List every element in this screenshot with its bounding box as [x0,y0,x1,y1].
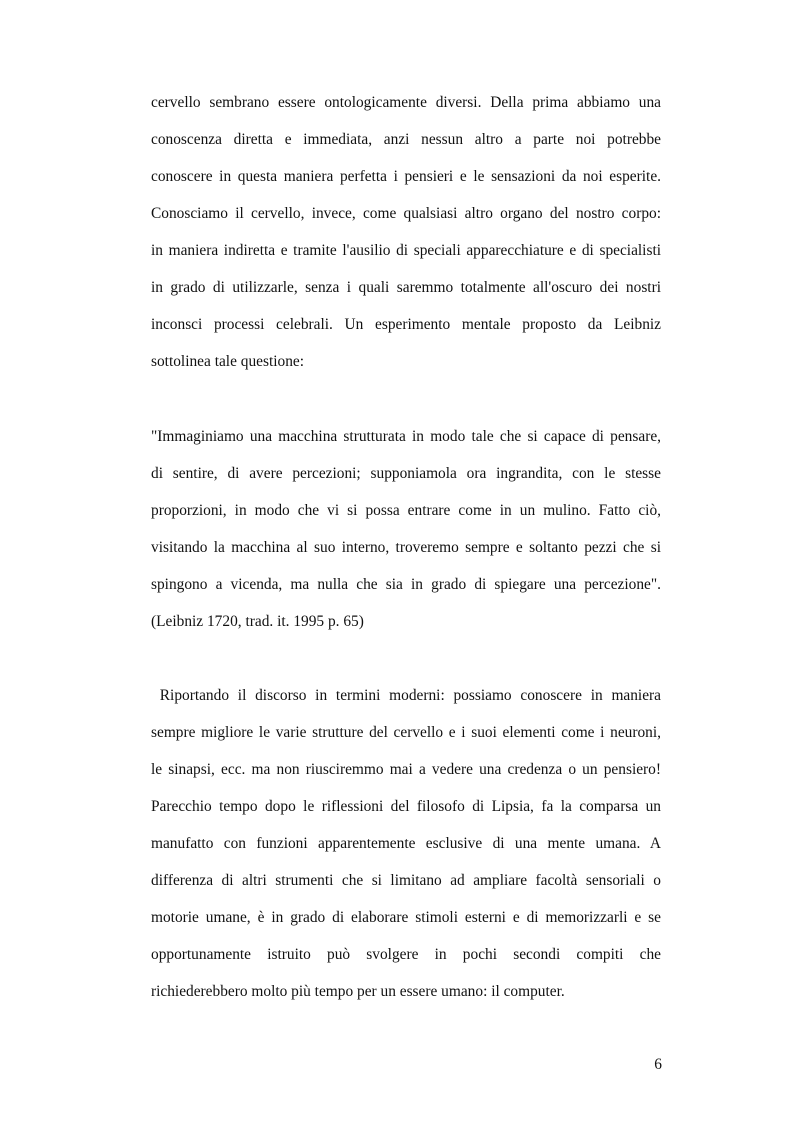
text-line: Riportando il discorso in termini moderni: possiamo conoscere in maniera [151,687,661,704]
paragraph-leibniz-quote [151,418,661,640]
text-line: di sentire, di avere percezioni; supponiamola ora ingrandita, con le stesse [151,465,661,482]
text-line: in maniera indiretta e tramite l'ausilio di speciali apparecchiature e di specialisti [151,242,661,259]
text-line: proporzioni, in modo che vi si possa entrare come in un mulino. Fatto ciò, [151,502,661,519]
text-line: differenza di altri strumenti che si limitano ad ampliare facoltà sensoriali o [151,872,661,889]
paragraph-ontology [151,84,661,380]
text-line: visitando la macchina al suo interno, troveremo sempre e soltanto pezzi che si [151,539,661,556]
text-line: Conosciamo il cervello, invece, come qualsiasi altro organo del nostro corpo: [151,205,661,222]
page-number: 6 [654,1056,662,1073]
text-line: "Immaginiamo una macchina strutturata in modo tale che si capace di pensare, [151,428,661,445]
text-line: manufatto con funzioni apparentemente esclusive di una mente umana. A [151,835,661,852]
text-line: spingono a vicenda, ma nulla che sia in grado di spiegare una percezione". [151,576,661,593]
text-line: sempre migliore le varie strutture del cervello e i suoi elementi come i neuroni, [151,724,661,741]
text-line: cervello sembrano essere ontologicamente diversi. Della prima abbiamo una [151,94,661,111]
text-line: richiederebbero molto più tempo per un essere umano: il computer. [151,983,565,1000]
text-line: le sinapsi, ecc. ma non riusciremmo mai a vedere una credenza o un pensiero! [151,761,661,778]
citation-line: (Leibniz 1720, trad. it. 1995 p. 65) [151,613,364,630]
text-line: in grado di utilizzarle, senza i quali saremmo totalmente all'oscuro dei nostri [151,279,661,296]
text-line: inconsci processi celebrali. Un esperimento mentale proposto da Leibniz [151,316,661,333]
text-line: motorie umane, è in grado di elaborare stimoli esterni e di memorizzarli e se [151,909,661,926]
paragraph-computer [151,677,661,1010]
text-line: sottolinea tale questione: [151,353,305,370]
text-line: conoscere in questa maniera perfetta i pensieri e le sensazioni da noi esperite. [151,168,661,185]
text-line: Parecchio tempo dopo le riflessioni del filosofo di Lipsia, fa la comparsa un [151,798,661,815]
document-page [151,0,661,1123]
text-line: opportunamente istruito può svolgere in pochi secondi compiti che [151,946,661,963]
text-line: conoscenza diretta e immediata, anzi nessun altro a parte noi potrebbe [151,131,661,148]
